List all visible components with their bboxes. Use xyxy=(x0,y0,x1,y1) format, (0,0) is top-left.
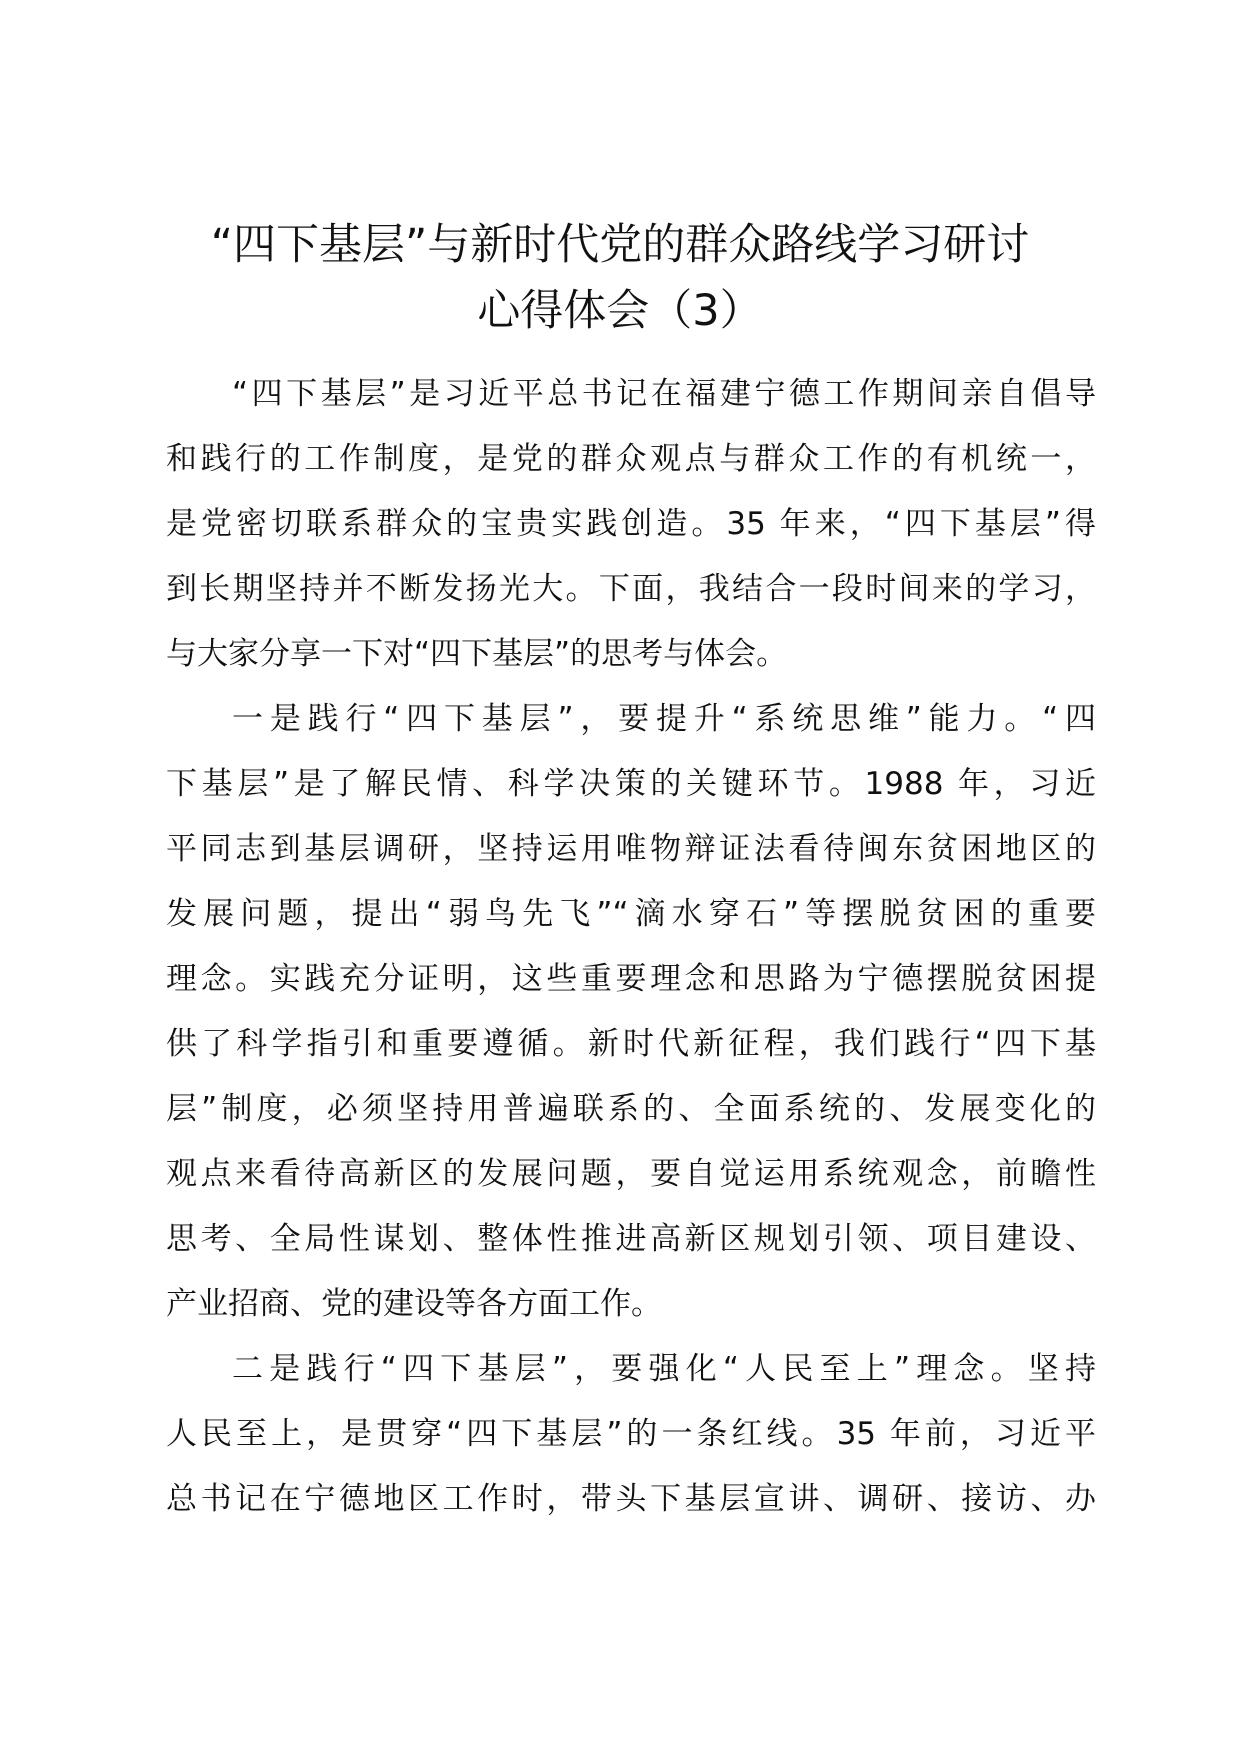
paragraph-line: 人民至上，是贯穿“四下基层”的一条红线。35 年前，习近平 xyxy=(166,1416,1096,1452)
paragraph-line: 下基层”是了解民情、科学决策的关键环节。1988 年，习近 xyxy=(166,766,1096,802)
paragraph-3 xyxy=(166,1337,1096,1532)
paragraph-2 xyxy=(166,687,1096,1337)
document-title xyxy=(150,212,1090,344)
paragraph-line: 平同志到基层调研，坚持运用唯物辩证法看待闽东贫困地区的 xyxy=(166,831,1096,867)
paragraph-line: 是党密切联系群众的宝贵实践创造。35 年来，“四下基层”得 xyxy=(166,506,1096,542)
paragraph-line: 理念。实践充分证明，这些重要理念和思路为宁德摆脱贫困提 xyxy=(166,961,1096,997)
paragraph-line: 思考、全局性谋划、整体性推进高新区规划引领、项目建设、 xyxy=(166,1221,1096,1257)
paragraph-line: 产业招商、党的建设等各方面工作。 xyxy=(166,1286,662,1322)
paragraph-line: 和践行的工作制度，是党的群众观点与群众工作的有机统一， xyxy=(166,441,1096,477)
paragraph-line: 供了科学指引和重要遵循。新时代新征程，我们践行“四下基 xyxy=(166,1026,1096,1062)
paragraph-line: 层”制度，必须坚持用普遍联系的、全面系统的、发展变化的 xyxy=(166,1091,1096,1127)
paragraph-line: 观点来看待高新区的发展问题，要自觉运用系统观念，前瞻性 xyxy=(166,1156,1096,1192)
document-body xyxy=(166,362,1096,1532)
paragraph-1 xyxy=(166,362,1096,687)
title-line-2: 心得体会（3） xyxy=(477,286,763,336)
paragraph-line: 一是践行“四下基层”，要提升“系统思维”能力。“四 xyxy=(232,701,1096,737)
paragraph-line: 总书记在宁德地区工作时，带头下基层宣讲、调研、接访、办 xyxy=(166,1481,1096,1517)
paragraph-line: 与大家分享一下对“四下基层”的思考与体会。 xyxy=(166,636,788,672)
paragraph-line: 发展问题，提出“弱鸟先飞”“滴水穿石”等摆脱贫困的重要 xyxy=(166,896,1096,932)
title-line-1: “四下基层”与新时代党的群众路线学习研讨 xyxy=(210,220,1030,270)
paragraph-line: 二是践行“四下基层”，要强化“人民至上”理念。坚持 xyxy=(232,1351,1096,1387)
paragraph-line: “四下基层”是习近平总书记在福建宁德工作期间亲自倡导 xyxy=(232,376,1096,412)
paragraph-line: 到长期坚持并不断发扬光大。下面，我结合一段时间来的学习， xyxy=(166,571,1096,607)
